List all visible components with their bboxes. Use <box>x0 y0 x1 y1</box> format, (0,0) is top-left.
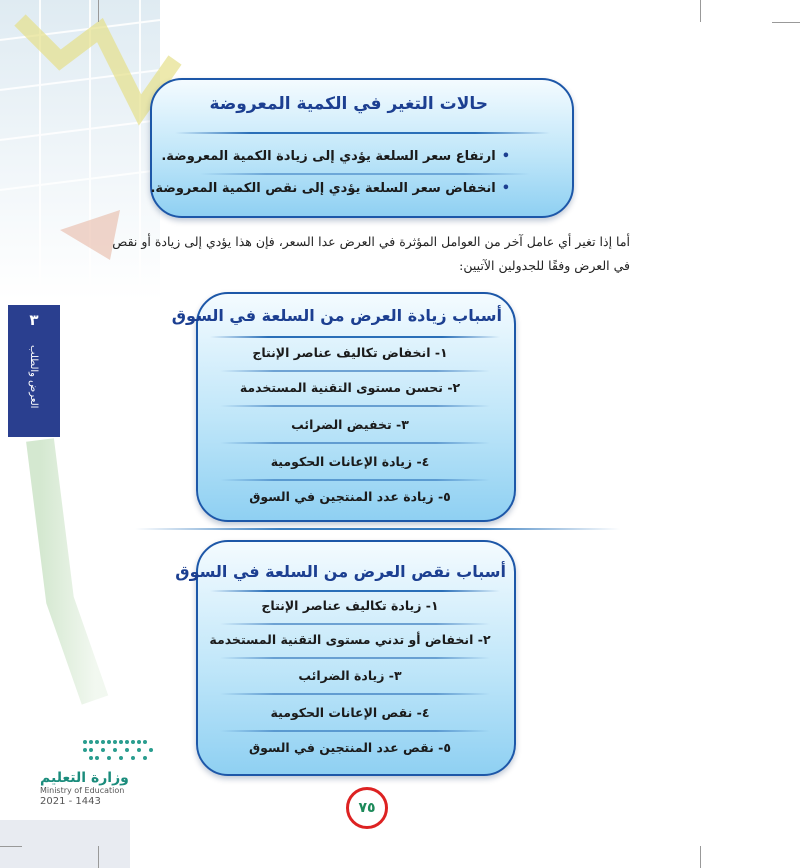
crop-mark <box>700 0 701 22</box>
supply-increase-title: أسباب زيادة العرض من السلعة في السوق <box>171 306 502 325</box>
section-divider <box>135 528 620 530</box>
bullet-item: •انخفاض سعر السلعة يؤدي إلى نقص الكمية المعروضة. <box>150 181 510 196</box>
bullet-dot-icon: • <box>501 181 510 196</box>
list-item: ٤- نقص الإعانات الحكومية <box>270 705 430 720</box>
list-item: ٥- زيادة عدد المنتجين في السوق <box>249 489 451 504</box>
page-number: ٧٥ <box>346 787 388 829</box>
item-rule <box>220 623 490 625</box>
bullet-dot-icon: • <box>501 149 510 164</box>
item-rule <box>220 479 490 481</box>
ministry-name-arabic: وزارة التعليم <box>40 770 129 786</box>
intro-paragraph-line: أما إذا تغير أي عامل آخر من العوامل المؤثرة في العرض عدا السعر، فإن هذا يؤدي إلى زيادة أو نقص <box>112 234 630 249</box>
item-rule <box>220 370 490 372</box>
crop-mark <box>772 22 800 23</box>
list-item: ٢- انخفاض أو تدني مستوى التقنية المستخدمة <box>209 632 491 647</box>
supply-change-title: حالات التغير في الكمية المعروضة <box>209 94 488 114</box>
crop-mark <box>98 0 99 22</box>
item-rule <box>220 693 490 695</box>
item-rule <box>220 730 490 732</box>
item-rule <box>220 405 490 407</box>
list-item: ١- زيادة تكاليف عناصر الإنتاج <box>261 598 439 613</box>
bullet-rule <box>200 173 530 175</box>
title-rule <box>175 132 550 134</box>
chapter-number: ٣ <box>29 311 39 329</box>
list-item: ٣- تخفيض الضرائب <box>291 417 409 432</box>
chapter-tab <box>8 305 60 437</box>
crop-mark <box>0 846 22 847</box>
ministry-logo-icon <box>80 736 160 766</box>
list-item: ٢- تحسن مستوى التقنية المستخدمة <box>239 380 461 395</box>
list-item: ١- انخفاض تكاليف عناصر الإنتاج <box>252 345 448 360</box>
crop-mark <box>700 846 701 868</box>
chapter-title: العرض والطلب <box>28 345 39 409</box>
list-item: ٥- نقص عدد المنتجين في السوق <box>249 740 451 755</box>
title-rule <box>210 336 500 338</box>
edition-year: 2021 - 1443 <box>40 796 101 807</box>
list-item: ٣- زيادة الضرائب <box>298 668 402 683</box>
supply-decrease-title: أسباب نقص العرض من السلعة في السوق <box>175 562 506 581</box>
bullet-item: •ارتفاع سعر السلعة يؤدي إلى زيادة الكمية المعروضة. <box>161 149 510 164</box>
supply-increase-box <box>196 292 516 522</box>
item-rule <box>220 442 490 444</box>
intro-paragraph-line: في العرض وفقًا للجدولين الآتيين: <box>459 258 630 273</box>
title-rule <box>210 590 500 592</box>
list-item: ٤- زيادة الإعانات الحكومية <box>270 454 430 469</box>
item-rule <box>220 657 490 659</box>
crop-mark <box>98 846 99 868</box>
ministry-name-english: Ministry of Education <box>40 786 125 795</box>
